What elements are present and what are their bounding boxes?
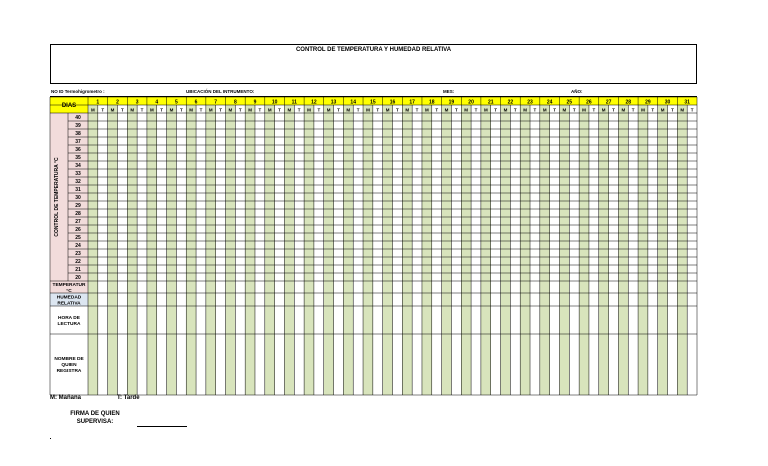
day-number-label: 9	[253, 99, 257, 106]
shift-m-label: M	[680, 107, 685, 113]
temperature-value-label: 32	[75, 179, 81, 185]
shift-t-label: T	[199, 107, 203, 113]
humedad-row-label: RELATIVA	[57, 301, 81, 307]
morning-column-fill	[383, 105, 393, 395]
morning-column-fill	[422, 105, 432, 395]
shift-t-label: T	[631, 107, 635, 113]
nombre-row-label: NOMBRE DE	[54, 357, 84, 362]
day-number-label: 31	[684, 99, 690, 106]
day-number-label: 8	[233, 99, 237, 106]
day-number-label: 30	[664, 99, 671, 106]
shift-t-label: T	[278, 107, 281, 113]
shift-m-label: M	[326, 107, 331, 113]
nombre-row-label: QUIEN	[61, 363, 77, 368]
morning-column-fill	[677, 105, 687, 395]
day-number-label: 22	[507, 99, 514, 106]
shift-t-label: T	[219, 107, 222, 113]
shift-m-label: M	[641, 107, 645, 113]
shift-m-label: M	[582, 107, 586, 113]
shift-m-label: M	[91, 107, 95, 113]
morning-column-fill	[658, 105, 668, 395]
temperature-value-label: 23	[75, 251, 81, 257]
shift-m-label: M	[660, 107, 665, 113]
dot-mark	[50, 438, 51, 439]
morning-column-fill	[245, 105, 255, 395]
shift-t-label: T	[572, 107, 576, 113]
shift-m-label: M	[130, 107, 135, 113]
day-number-label: 24	[546, 99, 553, 106]
temperatura-row-label: TEMPERATUR	[52, 283, 86, 288]
day-number-label: 14	[350, 99, 356, 106]
temperature-value-label: 36	[75, 147, 81, 153]
shift-t-label: T	[533, 107, 537, 113]
shift-t-label: T	[494, 107, 498, 113]
morning-column-fill	[324, 105, 334, 395]
temperature-value-label: 29	[75, 203, 81, 209]
temperature-value-label: 25	[75, 235, 81, 241]
shift-m-label: M	[405, 107, 410, 113]
shift-m-label: M	[248, 107, 252, 113]
firma-label: FIRMA DE QUIEN SUPERVISA:	[70, 411, 120, 425]
day-number-label: 3	[135, 99, 139, 106]
day-number-label: 2	[116, 99, 119, 106]
shift-m-label: M	[346, 107, 351, 113]
morning-column-fill	[206, 105, 216, 395]
shift-m-label: M	[149, 107, 154, 113]
termohigrometro-label: NO ID Termohigrometro :	[51, 89, 105, 94]
day-number-label: 6	[194, 99, 198, 106]
day-number-label: 7	[214, 99, 218, 106]
day-number-label: 20	[468, 99, 474, 106]
legend-manana: M: Mañana	[50, 395, 82, 401]
day-number-label: 28	[625, 99, 632, 106]
shift-t-label: T	[297, 107, 301, 113]
temperatura-row-label: °C	[66, 289, 72, 294]
morning-column-fill	[618, 105, 628, 395]
morning-column-fill	[461, 105, 471, 395]
temperature-value-label: 34	[75, 163, 81, 169]
shift-t-label: T	[553, 107, 556, 113]
temperature-value-label: 39	[75, 123, 81, 129]
shift-m-label: M	[307, 107, 311, 113]
temperature-value-label: 26	[75, 227, 81, 233]
shift-t-label: T	[238, 107, 242, 113]
morning-column-fill	[284, 105, 294, 395]
morning-column-fill	[559, 105, 569, 395]
dias-label: DIAS	[61, 103, 77, 109]
temperature-value-label: 24	[75, 243, 81, 249]
shift-m-label: M	[287, 107, 292, 113]
morning-column-fill	[540, 105, 550, 395]
shift-m-label: M	[523, 107, 527, 113]
shift-m-label: M	[542, 107, 547, 113]
shift-m-label: M	[444, 107, 449, 113]
day-number-label: 19	[448, 99, 455, 106]
shift-t-label: T	[160, 107, 164, 113]
shift-m-label: M	[601, 107, 606, 113]
morning-column-fill	[226, 105, 236, 395]
day-number-label: 26	[586, 99, 592, 106]
shift-m-label: M	[483, 107, 488, 113]
day-number-label: 25	[566, 99, 573, 106]
shift-t-label: T	[396, 107, 399, 113]
shift-t-label: T	[435, 107, 439, 113]
day-number-label: 27	[605, 99, 612, 106]
shift-t-label: T	[356, 107, 360, 113]
shift-t-label: T	[592, 107, 596, 113]
day-number-label: 11	[291, 99, 297, 106]
shift-t-label: T	[612, 107, 615, 113]
shift-m-label: M	[267, 107, 272, 113]
morning-column-fill	[127, 105, 137, 395]
morning-column-fill	[481, 105, 491, 395]
morning-column-fill	[186, 105, 196, 395]
hora-row-label: HORA DE	[58, 316, 80, 321]
day-number-label: 18	[429, 99, 435, 106]
firma-signature-line	[137, 426, 187, 427]
day-number-label: 16	[389, 99, 396, 106]
nombre-row-label: REGISTRA	[56, 369, 82, 374]
shift-m-label: M	[189, 107, 194, 113]
temperature-value-label: 27	[75, 219, 81, 225]
temperature-value-label: 35	[75, 155, 81, 161]
day-number-label: 17	[409, 99, 415, 106]
morning-column-fill	[638, 105, 648, 395]
day-number-label: 15	[370, 99, 376, 106]
temperature-value-label: 38	[75, 131, 81, 137]
temperature-value-label: 40	[75, 115, 81, 121]
shift-t-label: T	[376, 107, 380, 113]
shift-t-label: T	[179, 107, 183, 113]
shift-t-label: T	[454, 107, 458, 113]
legend-tarde: T: Tarde	[117, 395, 140, 401]
shift-t-label: T	[690, 107, 694, 113]
shift-m-label: M	[110, 107, 115, 113]
shift-m-label: M	[169, 107, 174, 113]
humedad-row-label: HUMEDAD	[56, 295, 82, 301]
shift-m-label: M	[385, 107, 390, 113]
anio-label: AÑO:	[571, 89, 583, 94]
shift-m-label: M	[503, 107, 508, 113]
morning-column-fill	[402, 105, 412, 395]
shift-t-label: T	[101, 107, 105, 113]
morning-column-fill	[304, 105, 314, 395]
shift-t-label: T	[651, 107, 655, 113]
shift-m-label: M	[228, 107, 233, 113]
day-number-label: 23	[527, 99, 533, 106]
morning-column-fill	[265, 105, 275, 395]
page-title: CONTROL DE TEMPERATURA Y HUMEDAD RELATIVA	[295, 47, 452, 53]
temperature-value-label: 33	[75, 171, 81, 177]
morning-column-fill	[442, 105, 452, 395]
hora-row-label: LECTURA	[57, 322, 81, 327]
morning-column-fill	[167, 105, 177, 395]
shift-m-label: M	[621, 107, 626, 113]
shift-t-label: T	[258, 107, 262, 113]
day-number-label: 29	[645, 99, 651, 106]
ubicacion-label: UBICACIÓN DEL INTRUMENTO:	[186, 89, 255, 94]
temperature-value-label: 20	[75, 275, 81, 281]
shift-t-label: T	[317, 107, 321, 113]
shift-m-label: M	[425, 107, 429, 113]
side-axis-label: CONTROL DE TEMPERATURA °C	[54, 157, 60, 237]
morning-column-fill	[147, 105, 157, 395]
shift-m-label: M	[562, 107, 567, 113]
morning-column-fill	[501, 105, 511, 395]
temperature-value-label: 30	[75, 195, 81, 201]
morning-column-fill	[599, 105, 609, 395]
day-number-label: 10	[271, 99, 278, 106]
temperature-value-label: 31	[75, 187, 81, 193]
shift-m-label: M	[464, 107, 469, 113]
temperature-value-label: 28	[75, 211, 81, 217]
morning-column-fill	[520, 105, 530, 395]
day-number-label: 1	[96, 99, 100, 106]
shift-t-label: T	[513, 107, 517, 113]
day-number-label: 21	[487, 99, 494, 106]
shift-m-label: M	[366, 107, 370, 113]
morning-column-fill	[363, 105, 373, 395]
shift-t-label: T	[337, 107, 340, 113]
temperature-value-label: 21	[75, 267, 81, 273]
shift-t-label: T	[121, 107, 124, 113]
day-number-label: 13	[330, 99, 337, 106]
day-number-label: 5	[175, 99, 178, 106]
morning-column-fill	[108, 105, 118, 395]
morning-column-fill	[88, 105, 98, 395]
temperature-value-label: 22	[75, 259, 81, 265]
shift-t-label: T	[671, 107, 674, 113]
shift-t-label: T	[415, 107, 419, 113]
shift-t-label: T	[474, 107, 478, 113]
shift-t-label: T	[140, 107, 144, 113]
day-number-label: 12	[311, 99, 317, 106]
temperature-value-label: 37	[75, 139, 81, 145]
day-number-label: 4	[155, 99, 159, 106]
morning-column-fill	[343, 105, 353, 395]
shift-m-label: M	[208, 107, 213, 113]
mes-label: MES:	[443, 89, 455, 94]
morning-column-fill	[579, 105, 589, 395]
